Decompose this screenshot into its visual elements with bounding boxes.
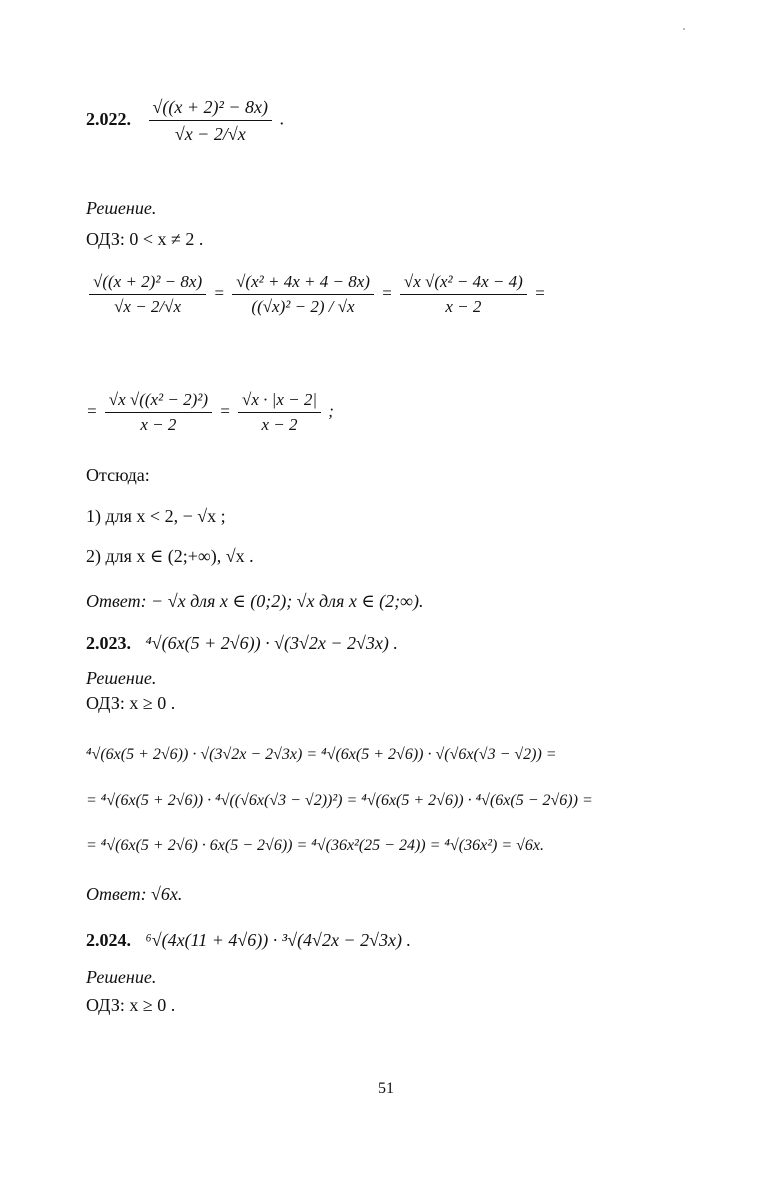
statement-end: . bbox=[279, 108, 285, 129]
fraction-denominator: x − 2 bbox=[140, 415, 177, 434]
fraction-denominator: √x − 2/√x bbox=[114, 297, 182, 316]
solution-label: Решение. bbox=[86, 967, 157, 987]
statement-expression: ⁴√(6x(5 + 2√6)) · √(3√2x − 2√3x) . bbox=[145, 633, 398, 653]
case-1: 1) для x < 2, − √x ; bbox=[86, 506, 226, 526]
case-2: 2) для x ∈ (2;+∞), √x . bbox=[86, 546, 254, 566]
equals-sign: = bbox=[381, 283, 393, 303]
problem-2022-statement bbox=[86, 96, 284, 145]
scan-speck bbox=[683, 28, 685, 30]
problem-2023-statement bbox=[86, 632, 398, 654]
fraction bbox=[238, 390, 321, 435]
answer-2022: Ответ: − √x для x ∈ (0;2); √x для x ∈ (2;∞). bbox=[86, 591, 424, 611]
solution-label: Решение. bbox=[86, 668, 157, 688]
equation-line-1 bbox=[86, 272, 546, 317]
equals-sign: = bbox=[534, 283, 546, 303]
solution-label: Решение. bbox=[86, 198, 157, 218]
fraction-denominator: ((√x)² − 2) / √x bbox=[251, 297, 355, 316]
derivation-line-3: = ⁴√(6x(5 + 2√6) · 6x(5 − 2√6)) = ⁴√(36x²(25 − 24)) = ⁴√(36x²) = √6x. bbox=[86, 837, 544, 854]
fraction-numerator: √(x² + 4x + 4 − 8x) bbox=[232, 272, 374, 295]
fraction-numerator: √((x + 2)² − 8x) bbox=[89, 272, 206, 295]
odz-condition: ОДЗ: x ≥ 0 . bbox=[86, 693, 176, 713]
odz-condition: ОДЗ: 0 < x ≠ 2 . bbox=[86, 229, 204, 249]
fraction-numerator: √((x + 2)² − 8x) bbox=[149, 96, 273, 121]
fraction bbox=[105, 390, 212, 435]
problem-number: 2.022. bbox=[86, 108, 131, 129]
equals-sign: = bbox=[86, 401, 98, 421]
problem-2024-statement bbox=[86, 929, 411, 951]
problem-number: 2.023. bbox=[86, 633, 131, 653]
derivation-line-1: ⁴√(6x(5 + 2√6)) · √(3√2x − 2√3x) = ⁴√(6x(5 + 2√6)) · √(√6x(√3 − √2)) = bbox=[86, 746, 557, 763]
problem-number: 2.024. bbox=[86, 930, 131, 950]
semicolon: ; bbox=[328, 401, 334, 421]
equals-sign: = bbox=[219, 401, 231, 421]
odz-condition: ОДЗ: x ≥ 0 . bbox=[86, 995, 176, 1015]
fraction-numerator: √x √(x² − 4x − 4) bbox=[400, 272, 527, 295]
fraction bbox=[232, 272, 374, 317]
statement-fraction bbox=[149, 96, 273, 145]
derivation-line-2: = ⁴√(6x(5 + 2√6)) · ⁴√((√6x(√3 − √2))²) = ⁴√(6x(5 + 2√6)) · ⁴√(6x(5 − 2√6)) = bbox=[86, 792, 593, 809]
page-number: 51 bbox=[378, 1080, 394, 1097]
fraction-denominator: x − 2 bbox=[445, 297, 482, 316]
equals-sign: = bbox=[213, 283, 225, 303]
hence-label: Отсюда: bbox=[86, 465, 150, 485]
statement-expression: ⁶√(4x(11 + 4√6)) · ³√(4√2x − 2√3x) . bbox=[145, 930, 411, 950]
equation-line-2 bbox=[86, 390, 334, 435]
fraction bbox=[400, 272, 527, 317]
fraction bbox=[89, 272, 206, 317]
fraction-numerator: √x · |x − 2| bbox=[238, 390, 321, 413]
fraction-numerator: √x √((x² − 2)²) bbox=[105, 390, 212, 413]
answer-2023: Ответ: √6x. bbox=[86, 884, 183, 904]
fraction-denominator: √x − 2/√x bbox=[174, 124, 246, 144]
fraction-denominator: x − 2 bbox=[261, 415, 298, 434]
